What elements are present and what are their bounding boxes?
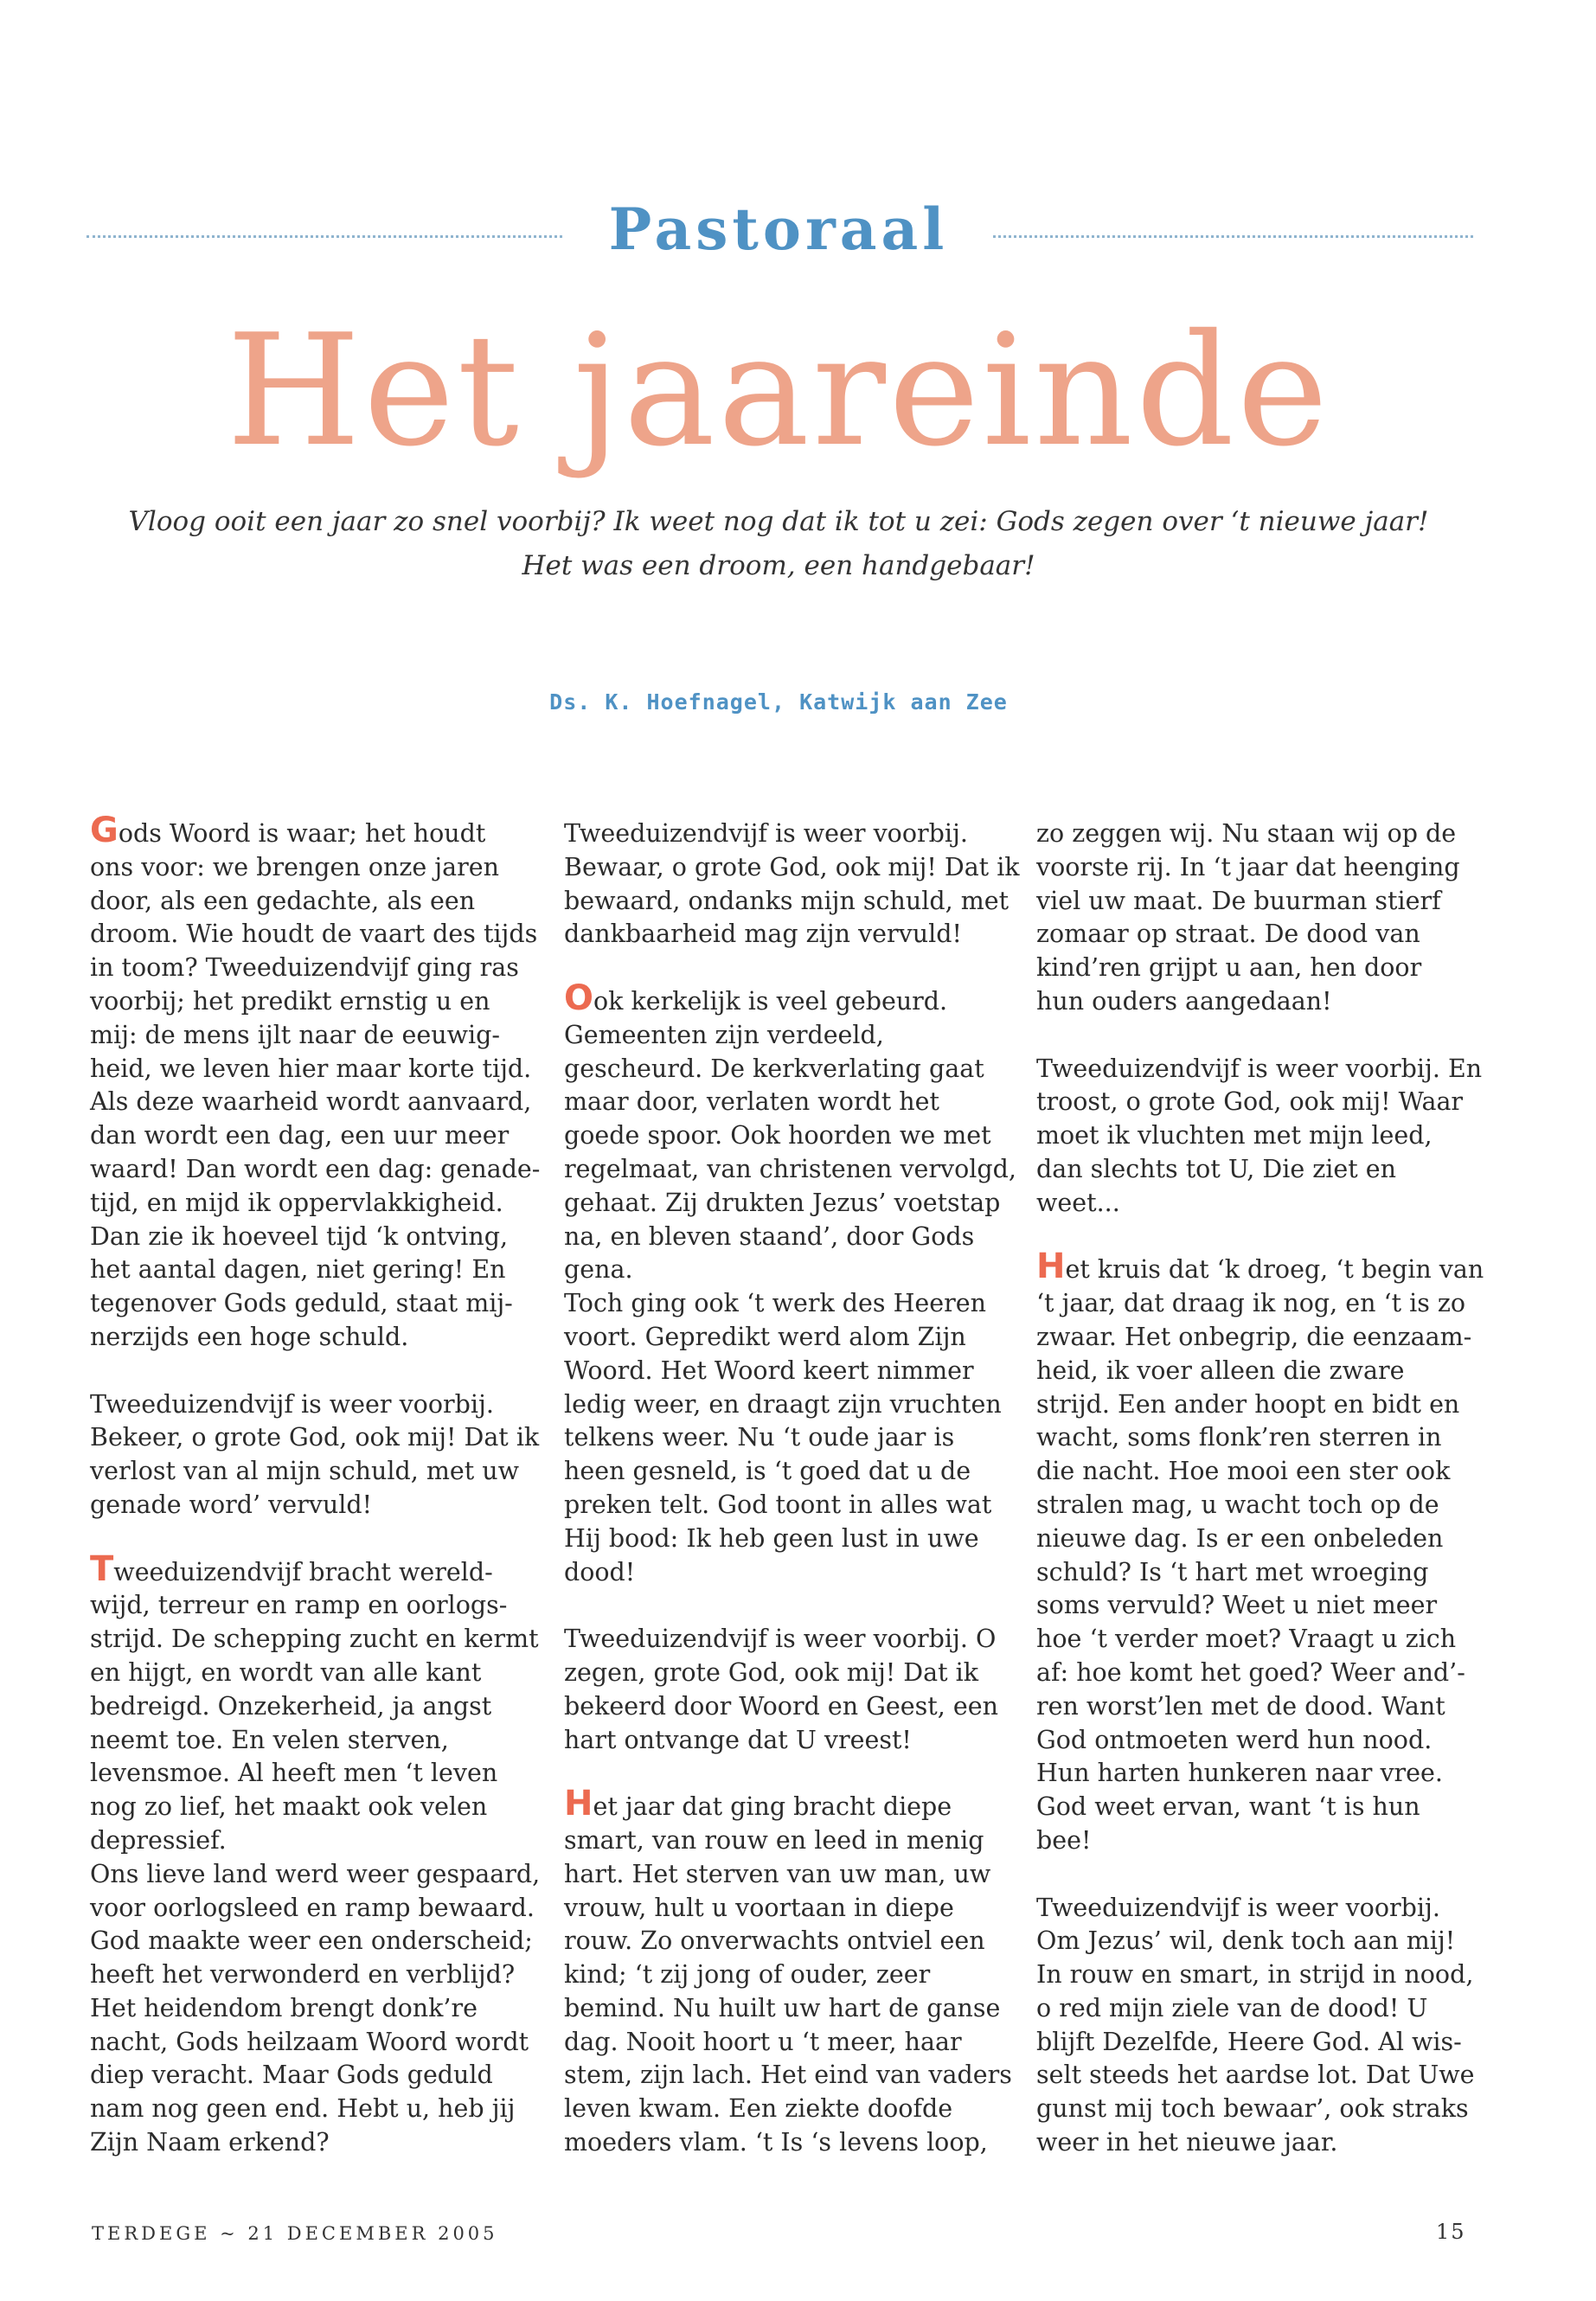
- text-line: heid, we leven hier maar korte tijd.: [90, 1054, 532, 1083]
- text-line: nam nog geen end. Hebt u, heb jij: [90, 2094, 516, 2124]
- text-line: die nacht. Hoe mooi een ster ook: [1036, 1457, 1451, 1486]
- text-line: dan wordt een dag, een uur meer: [90, 1121, 510, 1150]
- text-line: soms vervuld? Weet u niet meer: [1036, 1591, 1438, 1620]
- text-line: viel uw maat. De buurman stierf: [1036, 886, 1441, 915]
- text-column-2: [564, 817, 1020, 2160]
- text-line: stralen mag, u wacht toch op de: [1036, 1490, 1439, 1519]
- author-byline: Ds. K. Hoefnagel, Katwijk aan Zee: [549, 689, 1008, 715]
- text-line: Tweeduizendvijf is weer voorbij.: [90, 1389, 494, 1419]
- text-line: Tweeduizendvijf is weer voorbij.: [1036, 1893, 1440, 1922]
- page-number: 15: [1436, 2220, 1466, 2244]
- text-line: levensmoe. Al heeft men ‘t leven: [90, 1759, 498, 1788]
- text-line: droom. Wie houdt de vaart des tijds: [90, 920, 538, 949]
- text-line: kind’ren grijpt u aan, hen door: [1036, 953, 1422, 983]
- drop-cap: G: [90, 811, 119, 850]
- paragraph: [564, 817, 1020, 952]
- text-line: moeders vlam. ‘t Is ‘s levens loop,: [564, 2128, 988, 2157]
- text-line: selt steeds het aardse lot. Dat Uwe: [1036, 2061, 1475, 2090]
- text-column-1: [90, 811, 541, 2160]
- text-line: vrouw, hult u voortaan in diepe: [564, 1893, 954, 1922]
- text-line: dankbaarheid mag zijn vervuld!: [564, 920, 962, 949]
- paragraph: [90, 1388, 540, 1522]
- text-line: God weet ervan, want ‘t is hun: [1036, 1792, 1420, 1822]
- text-line: Bewaar, o grote God, ook mij! Dat ik: [564, 852, 1020, 881]
- text-line: gescheurd. De kerkverlating gaat: [564, 1054, 984, 1083]
- text-line: Tweeduizendvijf is weer voorbij. O: [564, 1625, 997, 1654]
- text-line: In rouw en smart, in strijd in nood,: [1036, 1960, 1474, 1990]
- paragraph: [90, 1548, 541, 2160]
- text-line: heid, ik voer alleen die zware: [1036, 1356, 1405, 1385]
- text-line: hun ouders aangedaan!: [1036, 986, 1332, 1016]
- text-line: heeft het verwonderd en verblijd?: [90, 1960, 516, 1990]
- text-line: schuld? Is ‘t hart met wroeging: [1036, 1557, 1429, 1586]
- text-line: bedreigd. Onzekerheid, ja angst: [90, 1691, 492, 1721]
- text-line: bemind. Nu huilt uw hart de ganse: [564, 1993, 1001, 2022]
- text-line: af: hoe komt het goed? Weer and’-: [1036, 1657, 1465, 1687]
- text-line: zomaar op straat. De dood van: [1036, 920, 1420, 949]
- text-line: Als deze waarheid wordt aanvaard,: [90, 1087, 532, 1117]
- text-line: ‘t jaar, dat draag ik nog, en ‘t is zo: [1036, 1289, 1466, 1318]
- text-line: preken telt. God toont in alles wat: [564, 1490, 992, 1519]
- paragraph: [90, 811, 541, 1355]
- text-line: zegen, grote God, ook mij! Dat ik: [564, 1657, 979, 1687]
- text-line: Het heidendom brengt donk’re: [90, 1993, 478, 2022]
- text-line: tegenover Gods geduld, staat mij-: [90, 1289, 513, 1318]
- paragraph: [1036, 1247, 1486, 1857]
- text-line: bee!: [1036, 1825, 1092, 1855]
- text-line: wacht, soms flonk’ren sterren in: [1036, 1423, 1442, 1452]
- text-line: ons voor: we brengen onze jaren: [90, 852, 499, 881]
- text-line: ledig weer, en draagt zijn vruchten: [564, 1389, 1002, 1419]
- text-line: kind; ‘t zij jong of ouder, zeer: [564, 1960, 931, 1990]
- paragraph: [1036, 1892, 1486, 2160]
- text-line: nog zo lief, het maakt ook velen: [90, 1792, 488, 1822]
- text-line: nieuwe dag. Is er een onbeleden: [1036, 1523, 1444, 1553]
- text-line: Gemeenten zijn verdeeld,: [564, 1020, 884, 1049]
- text-line: Dan zie ik hoeveel tijd ‘k ontving,: [90, 1221, 509, 1251]
- drop-cap: O: [564, 977, 594, 1018]
- text-line: Het jaar dat ging bracht diepe: [564, 1784, 952, 1824]
- drop-cap: H: [1036, 1247, 1066, 1287]
- text-line: Tweeduizendvijf is weer voorbij.: [564, 819, 968, 848]
- text-line: nacht, Gods heilzaam Woord wordt: [90, 2027, 529, 2056]
- text-line: dood!: [564, 1557, 636, 1586]
- text-line: voort. Gepredikt werd alom Zijn: [564, 1322, 966, 1351]
- drop-cap: T: [90, 1548, 114, 1589]
- text-line: tijd, en mijd ik oppervlakkigheid.: [90, 1188, 503, 1217]
- text-line: moet ik vluchten met mijn leed,: [1036, 1121, 1433, 1150]
- text-line: leven kwam. Een ziekte doofde: [564, 2094, 953, 2124]
- text-line: zwaar. Het onbegrip, die eenzaam-: [1036, 1322, 1472, 1351]
- text-line: in toom? Tweeduizendvijf ging ras: [90, 953, 519, 983]
- text-line: troost, o grote God, ook mij! Waar: [1036, 1087, 1464, 1117]
- text-line: genade word’ vervuld!: [90, 1490, 373, 1519]
- text-line: God ontmoeten werd hun nood.: [1036, 1725, 1433, 1754]
- text-line: blijft Dezelfde, Heere God. Al wis-: [1036, 2027, 1462, 2056]
- text-line: smart, van rouw en leed in menig: [564, 1825, 984, 1855]
- text-line: strijd. Een ander hoopt en bidt en: [1036, 1389, 1460, 1419]
- text-line: waard! Dan wordt een dag: genade-: [90, 1154, 541, 1183]
- text-line: strijd. De schepping zucht en kermt: [90, 1625, 539, 1654]
- paragraph: [1036, 1053, 1486, 1221]
- text-line: gunst mij toch bewaar’, ook straks: [1036, 2094, 1469, 2124]
- text-line: weet...: [1036, 1188, 1120, 1217]
- paragraph: [564, 1623, 1014, 1757]
- text-line: dan slechts tot U, Die ziet en: [1036, 1154, 1396, 1183]
- text-line: Om Jezus’ wil, denk toch aan mij!: [1036, 1926, 1456, 1956]
- text-line: nerzijds een hoge schuld.: [90, 1322, 409, 1351]
- text-line: gehaat. Zij drukten Jezus’ voetstap: [564, 1188, 1001, 1217]
- text-line: Bekeer, o grote God, ook mij! Dat ik: [90, 1423, 540, 1452]
- text-line: diep veracht. Maar Gods geduld: [90, 2061, 493, 2090]
- text-line: Zijn Naam erkend?: [90, 2128, 330, 2157]
- paragraph: [564, 977, 1016, 1589]
- text-line: Tweeduizendvijf is weer voorbij. En: [1036, 1054, 1483, 1083]
- text-line: maar door, verlaten wordt het: [564, 1087, 939, 1117]
- text-line: God maakte weer een onderscheid;: [90, 1926, 533, 1956]
- text-line: gena.: [564, 1255, 633, 1285]
- text-line: en hijgt, en wordt van alle kant: [90, 1657, 482, 1687]
- text-line: voor oorlogsleed en ramp bewaard.: [90, 1893, 535, 1922]
- text-line: voorbij; het predikt ernstig u en: [90, 986, 490, 1016]
- text-line: Woord. Het Woord keert nimmer: [564, 1356, 974, 1385]
- text-line: Tweeduizendvijf bracht wereld-: [90, 1548, 493, 1589]
- intro-text: [0, 500, 1557, 588]
- text-line: depressief.: [90, 1825, 227, 1855]
- text-line: ren worst’len met de dood. Want: [1036, 1691, 1445, 1721]
- text-line: bekeerd door Woord en Geest, een: [564, 1691, 998, 1721]
- intro-line-2: Het was een droom, een handgebaar!: [522, 550, 1035, 581]
- paragraph: [1036, 817, 1486, 1019]
- text-line: zo zeggen wij. Nu staan wij op de: [1036, 819, 1457, 848]
- text-line: verlost van al mijn schuld, met uw: [90, 1457, 519, 1486]
- intro-line-1: Vloog ooit een jaar zo snel voorbij? Ik weet nog dat ik tot u zei: Gods zegen over ‘t nieuwe jaar!: [128, 506, 1429, 537]
- text-line: weer in het nieuwe jaar.: [1036, 2128, 1338, 2157]
- text-line: wijd, terreur en ramp en oorlogs-: [90, 1591, 508, 1620]
- text-line: stem, zijn lach. Het eind van vaders: [564, 2061, 1012, 2090]
- paragraph: [564, 1784, 1014, 2160]
- text-line: Ons lieve land werd weer gespaard,: [90, 1859, 541, 1888]
- text-line: na, en bleven staand’, door Gods: [564, 1221, 975, 1251]
- text-column-3: [1036, 817, 1486, 2160]
- text-line: heen gesneld, is ‘t goed dat u de: [564, 1457, 971, 1486]
- text-line: neemt toe. En velen sterven,: [90, 1725, 449, 1754]
- text-line: Gods Woord is waar; het houdt: [90, 811, 486, 850]
- text-line: Toch ging ook ‘t werk des Heeren: [564, 1289, 987, 1318]
- text-line: Hun harten hunkeren naar vree.: [1036, 1759, 1443, 1788]
- text-line: goede spoor. Ook hoorden we met: [564, 1121, 991, 1150]
- text-line: rouw. Zo onverwachts ontviel een: [564, 1926, 985, 1956]
- text-line: het aantal dagen, niet gering! En: [90, 1255, 506, 1285]
- text-line: Het kruis dat ‘k droeg, ‘t begin van: [1036, 1247, 1484, 1287]
- text-line: o red mijn ziele van de dood! U: [1036, 1993, 1428, 2022]
- text-line: Ook kerkelijk is veel gebeurd.: [564, 977, 948, 1018]
- section-heading: Pastoraal: [608, 195, 949, 263]
- text-line: dag. Nooit hoort u ‘t meer, haar: [564, 2027, 962, 2056]
- text-line: door, als een gedachte, als een: [90, 886, 476, 915]
- text-line: hart ontvange dat U vreest!: [564, 1725, 912, 1754]
- text-line: hart. Het sterven van uw man, uw: [564, 1859, 991, 1888]
- footer-publication: TERDEGE ~ 21 DECEMBER 2005: [92, 2223, 498, 2244]
- article-title: Het jaareinde: [226, 301, 1331, 480]
- text-line: hoe ‘t verder moet? Vraagt u zich: [1036, 1625, 1457, 1654]
- text-line: voorste rij. In ‘t jaar dat heenging: [1036, 852, 1460, 881]
- text-line: regelmaat, van christenen vervolgd,: [564, 1154, 1016, 1183]
- text-line: mij: de mens ijlt naar de eeuwig-: [90, 1020, 500, 1049]
- text-line: telkens weer. Nu ‘t oude jaar is: [564, 1423, 955, 1452]
- text-line: Hij bood: Ik heb geen lust in uwe: [564, 1523, 979, 1553]
- text-line: bewaard, ondanks mijn schuld, met: [564, 886, 1010, 915]
- drop-cap: H: [564, 1784, 593, 1824]
